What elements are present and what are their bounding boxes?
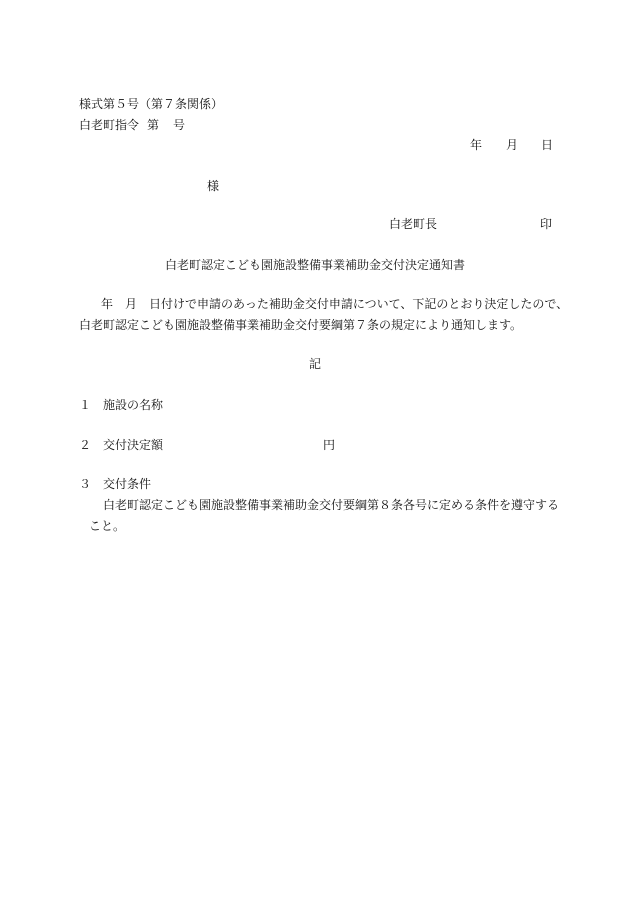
item-number: ３ [79,477,92,491]
item-label: 施設の名称 [103,398,164,412]
document-number-issuer: 白老町指令 [79,118,140,132]
form-label: 様式第５号（第７条関係） [79,97,224,111]
document-title: 白老町認定こども園施設整備事業補助金交付決定通知書 [164,258,465,272]
item-number: ２ [79,438,92,452]
body-line-1: 年 月 日付けで申請のあった補助金交付申請について、下記のとおり決定したので、 [101,297,569,311]
condition-line-1: 白老町認定こども園施設整備事業補助金交付要綱第８条各号に定める条件を遵守する [103,498,560,512]
date-month: 月 [506,138,519,152]
body-line-2: 白老町認定こども園施設整備事業補助金交付要綱第７条の規定により通知します。 [79,318,523,332]
ki-heading: 記 [308,357,321,371]
item-number: １ [79,398,92,412]
item-label: 交付決定額 [103,438,164,452]
document-number-go: 号 [173,118,186,132]
document-number-dai: 第 [147,118,160,132]
recipient-honorific: 様 [207,179,220,193]
condition-line-2: こと。 [89,519,126,533]
item-value: 円 [323,438,336,452]
date-day: 日 [541,138,554,152]
seal-mark: 印 [540,217,553,231]
date-year: 年 [470,138,483,152]
item-label: 交付条件 [103,477,152,491]
sender-title: 白老町長 [389,217,438,231]
